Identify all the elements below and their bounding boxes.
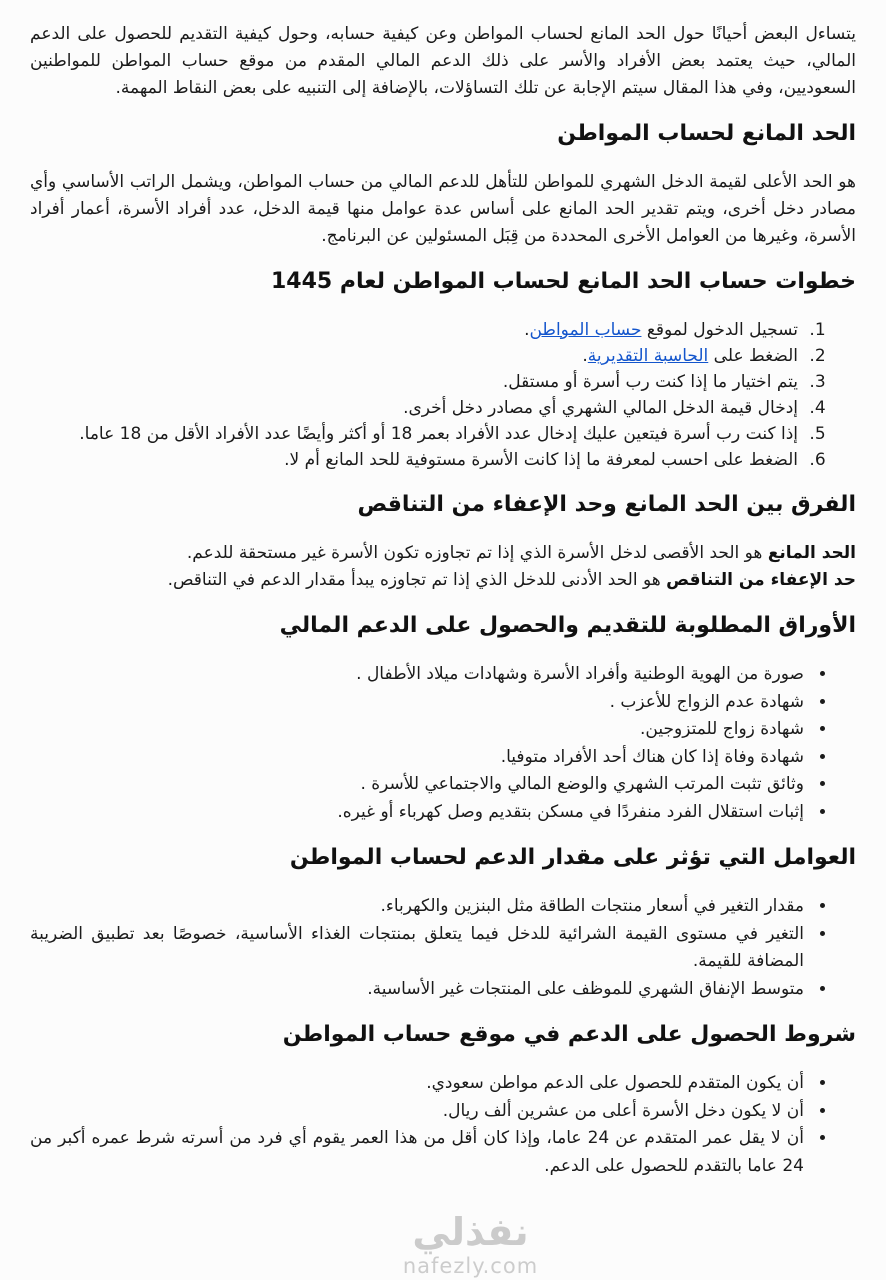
definition-line [30, 567, 856, 594]
list-item: • مقدار التغير في أسعار منتجات الطاقة مثل البنزين والكهرباء. [30, 893, 808, 921]
prevention-limit-paragraph: هو الحد الأعلى لقيمة الدخل الشهري للمواطن للتأهل للدعم المالي من حساب المواطن، ويشمل الراتب الأساسي وأي مصادر دخل أخرى، ويتم تقدير الحد المانع على أساس عدة عوامل منها قيمة الدخل، عدد أفراد الأسرة، أعمار أفراد الأسرة، وغيرها من العوامل الأخرى المحددة من قِبَل المسئولين عن البرنامج. [30, 172, 856, 246]
intro-paragraph: يتساءل البعض أحيانًا حول الحد المانع لحساب المواطن وعن كيفية حسابه، وحول كيفية التقديم للحصول على الدعم المالي، حيث يعتمد بعض الأفراد والأسر على ذلك الدعم المالي المقدم من موقع حساب المواطن للمواطنين السعوديين، وفي هذا المقال سيتم الإجابة عن تلك التساؤلات، بالإضافة إلى التنبيه على بعض النقاط المهمة. [30, 24, 856, 98]
list-item: • صورة من الهوية الوطنية وأفراد الأسرة وشهادات ميلاد الأطفال . [30, 661, 808, 689]
list-item: 6. الضغط على احسب لمعرفة ما إذا كانت الأسرة مستوفية للحد المانع أم لا. [30, 447, 804, 473]
step-text: الضغط على [708, 346, 798, 366]
citizen-account-link[interactable]: حساب المواطن [529, 320, 642, 340]
estimation-calculator-link[interactable]: الحاسبة التقديرية [587, 346, 709, 366]
watermark-domain: nafezly.com [402, 1254, 539, 1278]
section-heading-prevention-limit: الحد المانع لحساب المواطن [557, 121, 856, 146]
list-item: 4. إدخال قيمة الدخل المالي الشهري أي مصادر دخل أخرى. [30, 395, 804, 421]
watermark [378, 1210, 563, 1278]
definition-description: هو الحد الأدنى للدخل الذي إذا تم تجاوزه يبدأ مقدار الدعم في التناقص. [167, 570, 667, 590]
list-item: • شهادة عدم الزواج للأعزب . [30, 689, 808, 717]
list-item: • وثائق تثبت المرتب الشهري والوضع المالي والاجتماعي للأسرة . [30, 771, 808, 799]
list-item [30, 317, 804, 343]
list-item: • أن لا يقل عمر المتقدم عن 24 عاما، وإذا كان أقل من هذا العمر يقوم أي فرد من أسرته شرط عمره أكبر من 24 عاما بالتقدم للحصول على الدعم. [30, 1125, 808, 1180]
list-item: • شهادة وفاة إذا كان هناك أحد الأفراد متوفيا. [30, 744, 808, 772]
definitions-block [30, 540, 856, 594]
required-documents-list [30, 661, 856, 826]
list-item [30, 343, 804, 369]
step-text: . [524, 320, 530, 340]
support-conditions-list [30, 1070, 856, 1180]
list-item: 3. يتم اختيار ما إذا كنت رب أسرة أو مستقل. [30, 369, 804, 395]
section-heading-support-conditions: شروط الحصول على الدعم في موقع حساب المواطن [282, 1022, 856, 1047]
list-item: • متوسط الإنفاق الشهري للموظف على المنتجات غير الأساسية. [30, 976, 808, 1004]
definition-description: هو الحد الأقصى لدخل الأسرة الذي إذا تم تجاوزه تكون الأسرة غير مستحقة للدعم. [186, 543, 768, 563]
list-item: • التغير في مستوى القيمة الشرائية للدخل فيما يتعلق بمنتجات الغذاء الأساسية، خصوصًا بعد تطبيق الضريبة المضافة للقيمة. [30, 921, 808, 976]
steps-list [30, 317, 856, 473]
section-heading-difference: الفرق بين الحد المانع وحد الإعفاء من التناقص [357, 492, 856, 517]
definition-term: حد الإعفاء من التناقص [666, 570, 856, 590]
support-factors-list [30, 893, 856, 1003]
list-item: • شهادة زواج للمتزوجين. [30, 716, 808, 744]
section-heading-support-factors: العوامل التي تؤثر على مقدار الدعم لحساب المواطن [289, 845, 856, 870]
section-heading-calculation-steps: خطوات حساب الحد المانع لحساب المواطن لعام 1445 [271, 269, 856, 294]
list-item: • إثبات استقلال الفرد منفردًا في مسكن بتقديم وصل كهرباء أو غيره. [30, 799, 808, 827]
list-item: • أن يكون المتقدم للحصول على الدعم مواطن سعودي. [30, 1070, 808, 1098]
list-item: 5. إذا كنت رب أسرة فيتعين عليك إدخال عدد الأفراد بعمر 18 أو أكثر وأيضًا عدد الأفراد الأقل من 18 عاما. [30, 421, 804, 447]
watermark-logo: نفذلي [412, 1210, 529, 1254]
definition-line [30, 540, 856, 567]
section-heading-required-documents: الأوراق المطلوبة للتقديم والحصول على الدعم المالي [279, 613, 856, 638]
definition-term: الحد المانع [767, 543, 856, 563]
step-text: . [582, 346, 588, 366]
step-text: تسجيل الدخول لموقع [641, 320, 798, 340]
list-item: • أن لا يكون دخل الأسرة أعلى من عشرين ألف ريال. [30, 1098, 808, 1126]
